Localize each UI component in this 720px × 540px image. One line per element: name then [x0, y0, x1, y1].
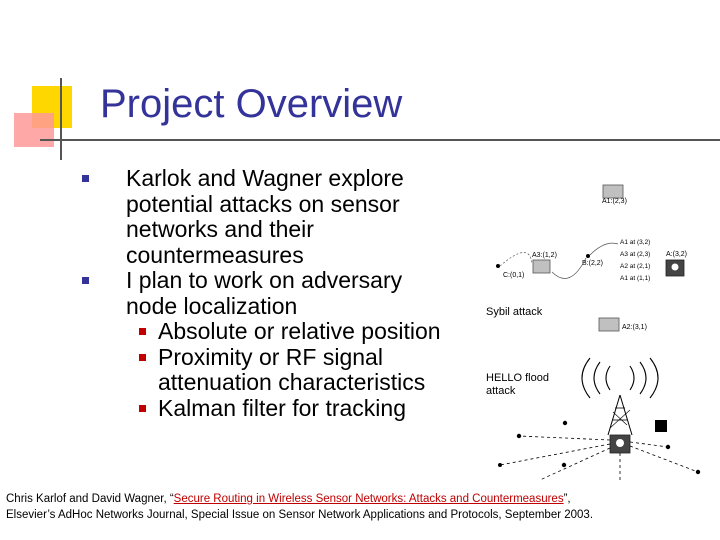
identity-label: A1 at (3,2) [620, 239, 651, 246]
bullet-marker-icon [82, 175, 89, 182]
identity-label: A1 at (1,1) [620, 275, 651, 282]
sybil-attack-label: Sybil attack [486, 306, 543, 318]
node-b-dot [586, 254, 590, 258]
citation-suffix: ”, [563, 493, 571, 505]
node-a1-box [603, 185, 623, 198]
subbullet-item [82, 345, 467, 396]
hello-flood-label-line1: HELLO flood [486, 372, 549, 384]
subbullet-line: Proximity or RF signal [158, 343, 383, 370]
identity-label: A2 at (2,1) [620, 263, 651, 270]
decor-horizontal-rule [40, 139, 720, 141]
bullet-item [82, 166, 467, 268]
link-arrow [500, 252, 532, 266]
node-c-label: C:(0,1) [503, 272, 525, 279]
bullet-line: Karlok and Wagner explore [126, 165, 404, 191]
link-arrow [590, 243, 618, 255]
decor-red-square [14, 113, 54, 147]
sensor-node-dots [498, 421, 700, 474]
subbullet-marker-icon [139, 354, 146, 361]
subbullet-marker-icon [139, 328, 146, 335]
node-a1-label: A1:(2,3) [602, 198, 627, 205]
citation-line-1 [6, 492, 716, 508]
paper-link[interactable]: Secure Routing in Wireless Sensor Networks: Attacks and Countermeasures [173, 493, 564, 505]
bullet-item [82, 268, 467, 319]
citation-line-2: Elsevier’s AdHoc Networks Journal, Special Issue on Sensor Network Applications and Protocols, September 2003. [6, 508, 594, 521]
bullet-line: countermeasures [126, 241, 304, 268]
subbullet-item [82, 319, 467, 345]
node-a2-box [599, 318, 619, 331]
bullet-list [82, 166, 467, 421]
subbullet-marker-icon [139, 405, 146, 412]
bullet-line: potential attacks on sensor [126, 190, 400, 217]
identity-label: A3 at (2,3) [620, 251, 651, 258]
bullet-marker-icon [82, 277, 89, 284]
subbullet-item [82, 396, 467, 422]
citation-prefix: Chris Karlof and David Wagner, “ [6, 493, 174, 505]
link-arrow [552, 258, 586, 278]
slide-title: Project Overview [100, 82, 403, 126]
radio-waves [582, 358, 658, 398]
citation-footer [6, 492, 716, 523]
decor-vertical-rule [60, 78, 62, 160]
subbullet-line: Kalman filter for tracking [158, 394, 406, 421]
node-a3-box [533, 260, 550, 273]
bullet-line: I plan to work on adversary [126, 267, 403, 293]
node-a3-label: A3:(1,2) [532, 252, 557, 259]
node-b-label: B:(2,2) [582, 260, 604, 267]
radio-tower-icon [608, 395, 632, 435]
node-a-label: A:(3,2) [666, 251, 688, 258]
skull-icon [672, 264, 679, 271]
flood-lines [500, 436, 698, 480]
bullet-line: networks and their [126, 216, 314, 242]
hello-flood-label-line2: attack [486, 385, 516, 397]
node-c-dot [496, 264, 500, 268]
skull-icon [616, 439, 624, 447]
bullet-line: node localization [126, 292, 298, 319]
attack-diagram [470, 180, 720, 485]
node-a2-label: A2:(3,1) [622, 324, 647, 331]
subbullet-line: Absolute or relative position [158, 318, 441, 344]
sensor-node-square [655, 420, 667, 432]
subbullet-line: attenuation characteristics [158, 369, 426, 395]
